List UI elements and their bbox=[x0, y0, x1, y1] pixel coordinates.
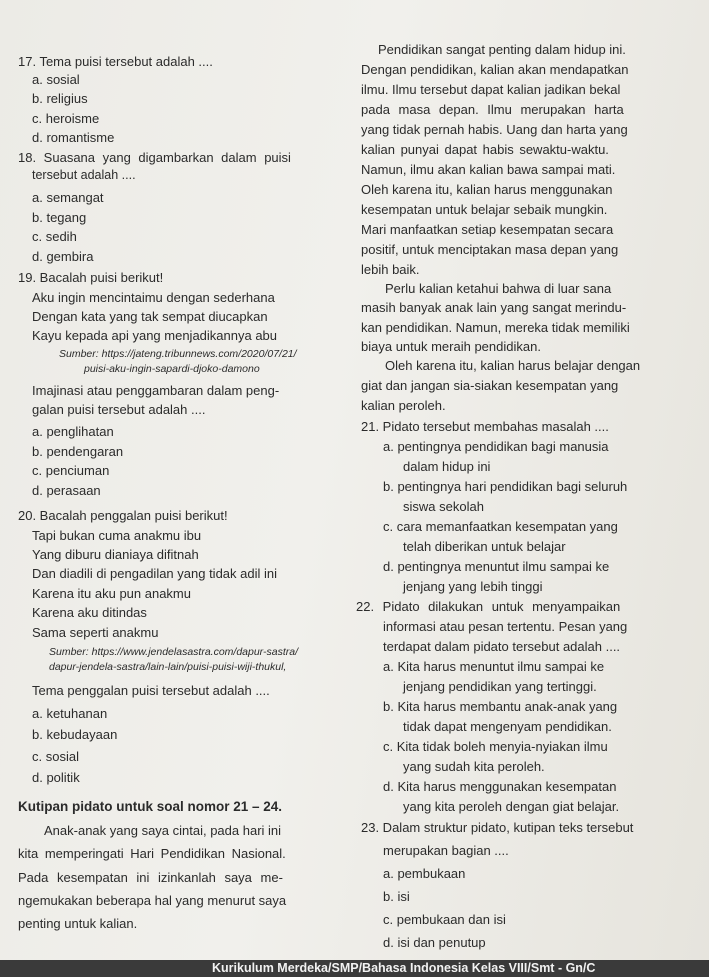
q20-question: 20. Bacalah penggalan puisi berikut! bbox=[18, 508, 228, 523]
excerpt-line1: Anak-anak yang saya cintai, pada hari ini bbox=[44, 823, 282, 838]
speech-line4: pada masa depan. Ilmu merupakan harta bbox=[361, 102, 624, 117]
q22-option-c-line2: yang sudah kita peroleh. bbox=[403, 759, 545, 774]
q19-poem-line3: Kayu kepada api yang menjadikannya abu bbox=[32, 328, 278, 343]
speech-line16: biaya untuk meraih pendidikan. bbox=[361, 339, 541, 354]
footer-text: Kurikulum Merdeka/SMP/Bahasa Indonesia Kelas VIII/Smt - Gn/C bbox=[212, 961, 596, 975]
q21-option-b-line1: b. pentingnya hari pendidikan bagi seluruh bbox=[383, 479, 628, 494]
q20-option-c: c. sosial bbox=[32, 749, 79, 764]
excerpt-line4: ngemukakan beberapa hal yang menurut saya bbox=[18, 893, 287, 908]
q20-poem-line1: Tapi bukan cuma anakmu ibu bbox=[32, 528, 202, 543]
excerpt-line2: kita memperingati Hari Pendidikan Nasional. bbox=[18, 846, 286, 861]
q19-option-c: c. penciuman bbox=[32, 463, 110, 478]
q20-poem-line4: Karena itu aku pun anakmu bbox=[32, 586, 191, 601]
q17-question: 17. Tema puisi tersebut adalah .... bbox=[18, 54, 213, 69]
speech-line13: Perlu kalian ketahui bahwa di luar sana bbox=[385, 281, 612, 296]
speech-line19: kalian peroleh. bbox=[361, 398, 446, 413]
speech-line9: kesempatan untuk belajar sebaik mungkin. bbox=[361, 202, 608, 217]
q20-source-line2: dapur-jendela-sastra/lain-lain/puisi-puisi-wiji-thukul, bbox=[49, 661, 287, 673]
q21-option-c-line2: telah diberikan untuk belajar bbox=[403, 539, 566, 554]
q20-poem-line2: Yang diburu dianiaya difitnah bbox=[32, 547, 199, 562]
q20-option-a: a. ketuhanan bbox=[32, 706, 108, 721]
q21-option-b-line2: siswa sekolah bbox=[403, 499, 484, 514]
speech-line10: Mari manfaatkan setiap kesempatan secara bbox=[361, 222, 614, 237]
speech-line14: masih banyak anak lain yang sangat merindu- bbox=[361, 300, 627, 315]
q20-option-d: d. politik bbox=[32, 770, 80, 785]
excerpt-heading: Kutipan pidato untuk soal nomor 21 – 24. bbox=[18, 799, 283, 814]
q19-option-a: a. penglihatan bbox=[32, 424, 114, 439]
q20-poem-line3: Dan diadili di pengadilan yang tidak adil ini bbox=[32, 566, 278, 581]
q18-question-line1: 18. Suasana yang digambarkan dalam puisi bbox=[18, 150, 291, 165]
speech-line7: Namun, ilmu akan kalian bawa sampai mati. bbox=[361, 162, 616, 177]
q17-option-d: d. romantisme bbox=[32, 130, 115, 145]
speech-line3: ilmu. Ilmu tersebut dapat kalian jadikan bekal bbox=[361, 82, 621, 97]
q23-option-a: a. pembukaan bbox=[383, 866, 466, 881]
q20-poem-line5: Karena aku ditindas bbox=[32, 605, 147, 620]
q23-option-d: d. isi dan penutup bbox=[383, 935, 486, 950]
q19-prompt-line2: galan puisi tersebut adalah .... bbox=[32, 402, 206, 417]
q23-question-line1: 23. Dalam struktur pidato, kutipan teks tersebut bbox=[361, 820, 634, 835]
q19-prompt-line1: Imajinasi atau penggambaran dalam peng- bbox=[32, 383, 280, 398]
q18-option-d: d. gembira bbox=[32, 249, 94, 264]
speech-line2: Dengan pendidikan, kalian akan mendapatkan bbox=[361, 62, 629, 77]
q21-option-d-line1: d. pentingnya menuntut ilmu sampai ke bbox=[383, 559, 610, 574]
q22-option-b-line2: tidak dapat mengenyam pendidikan. bbox=[403, 719, 612, 734]
speech-line15: kan pendidikan. Namun, mereka tidak memiliki bbox=[361, 320, 630, 335]
q23-question-line2: merupakan bagian .... bbox=[383, 843, 509, 858]
q22-option-a-line1: a. Kita harus menuntut ilmu sampai ke bbox=[383, 659, 605, 674]
speech-line1: Pendidikan sangat penting dalam hidup ini. bbox=[378, 42, 626, 57]
excerpt-line5: penting untuk kalian. bbox=[18, 916, 138, 931]
q19-source-line2: puisi-aku-ingin-sapardi-djoko-damono bbox=[84, 363, 260, 375]
q23-option-c: c. pembukaan dan isi bbox=[383, 912, 506, 927]
excerpt-line3: Pada kesempatan ini izinkanlah saya me- bbox=[18, 870, 283, 885]
q19-poem-line1: Aku ingin mencintaimu dengan sederhana bbox=[32, 290, 275, 305]
q21-option-a-line2: dalam hidup ini bbox=[403, 459, 491, 474]
speech-line6: kalian punyai dapat habis sewaktu-waktu. bbox=[361, 142, 609, 157]
q21-option-d-line2: jenjang yang lebih tinggi bbox=[403, 579, 543, 594]
q17-option-b: b. religius bbox=[32, 91, 88, 106]
q19-source-line1: Sumber: https://jateng.tribunnews.com/2020/07/21/ bbox=[59, 348, 297, 360]
q19-poem-line2: Dengan kata yang tak sempat diucapkan bbox=[32, 309, 268, 324]
q20-source-line1: Sumber: https://www.jendelasastra.com/dapur-sastra/ bbox=[49, 646, 299, 658]
q18-option-b: b. tegang bbox=[32, 210, 87, 225]
q21-question: 21. Pidato tersebut membahas masalah .... bbox=[361, 419, 609, 434]
q22-option-b-line1: b. Kita harus membantu anak-anak yang bbox=[383, 699, 618, 714]
q21-option-c-line1: c. cara memanfaatkan kesempatan yang bbox=[383, 519, 618, 534]
q22-option-a-line2: jenjang pendidikan yang tertinggi. bbox=[403, 679, 597, 694]
q22-question-line3: terdapat dalam pidato tersebut adalah .... bbox=[383, 639, 621, 654]
speech-line11: positif, untuk menciptakan masa depan yang bbox=[361, 242, 619, 257]
q23-option-b: b. isi bbox=[383, 889, 410, 904]
speech-line18: giat dan jangan sia-siakan kesempatan yang bbox=[361, 378, 619, 393]
q22-option-d-line2: yang kita peroleh dengan giat belajar. bbox=[403, 799, 620, 814]
q18-question-line2: tersebut adalah .... bbox=[32, 168, 136, 182]
q22-option-d-line1: d. Kita harus menggunakan kesempatan bbox=[383, 779, 617, 794]
q20-option-b: b. kebudayaan bbox=[32, 727, 118, 742]
speech-line8: Oleh karena itu, kalian harus menggunakan bbox=[361, 182, 613, 197]
page-footer bbox=[0, 960, 709, 977]
q18-option-a: a. semangat bbox=[32, 190, 104, 205]
q22-question-line2: informasi atau pesan tertentu. Pesan yang bbox=[383, 619, 628, 634]
q20-prompt: Tema penggalan puisi tersebut adalah .... bbox=[32, 683, 270, 698]
speech-line17: Oleh karena itu, kalian harus belajar dengan bbox=[385, 358, 641, 373]
q19-question: 19. Bacalah puisi berikut! bbox=[18, 270, 164, 285]
q19-option-d: d. perasaan bbox=[32, 483, 101, 498]
q21-option-a-line1: a. pentingnya pendidikan bagi manusia bbox=[383, 439, 609, 454]
speech-line5: yang tidak pernah habis. Uang dan harta yang bbox=[361, 122, 628, 137]
q19-option-b: b. pendengaran bbox=[32, 444, 124, 459]
q20-poem-line6: Sama seperti anakmu bbox=[32, 625, 159, 640]
q22-question-line1: 22. Pidato dilakukan untuk menyampaikan bbox=[356, 599, 621, 614]
q18-option-c: c. sedih bbox=[32, 229, 77, 244]
speech-line12: lebih baik. bbox=[361, 262, 420, 277]
q17-option-c: c. heroisme bbox=[32, 111, 100, 126]
q22-option-c-line1: c. Kita tidak boleh menyia-nyiakan ilmu bbox=[383, 739, 608, 754]
q17-option-a: a. sosial bbox=[32, 72, 80, 87]
